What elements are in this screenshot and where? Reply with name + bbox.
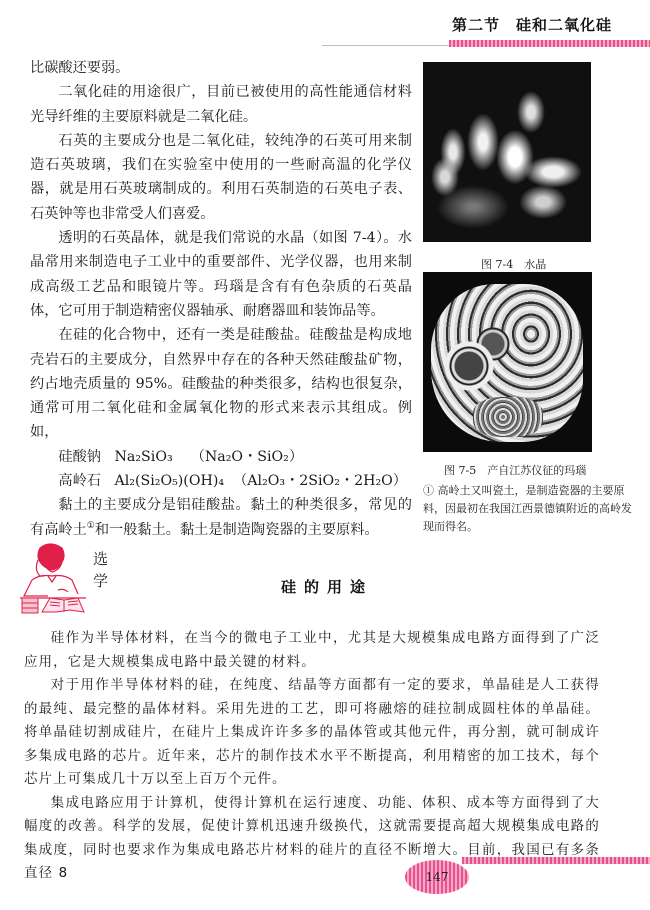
footer-decorative-band [462,857,650,864]
section-title: 硅的用途 [281,578,374,596]
compound-formula: Al₂(Si₂O₅)(OH)₄ [114,473,225,490]
paragraph: 在硅的化合物中，还有一类是硅酸盐。硅酸盐是构成地壳岩石的主要成分，自然界中存在的各种天然硅酸盐矿物，约占地壳质量的 95%。硅酸盐的种类很多，结构也很复杂，通常可用二氧化硅和金属氧化物的形式来表示其组成。例如， [30,327,412,441]
compound-oxide-form: （Na₂O・SiO₂） [190,448,304,465]
paragraph: 比碳酸还要弱。 [30,60,130,76]
paragraph: 石英的主要成分也是二氧化硅，较纯净的石英可用来制造石英玻璃，我们在实验室中使用的一些耐高温的化学仪器，就是用石英玻璃制成的。利用石英制造的石英电子表、石英钟等也非常受人们喜爱。 [30,132,412,222]
formula-row-kaolinite [30,469,412,493]
header-decorative-band [449,40,650,47]
formula-row-sodium-silicate [30,445,412,469]
footnote-marker: ① [86,520,95,531]
paragraph-clay [30,493,412,542]
agate-texture [473,397,543,437]
quartz-crystal-photo [423,62,591,242]
compound-formula: Na₂SiO₃ [114,448,173,465]
paragraph-text: 和一般黏土。黏土是制造陶瓷器的主要原料。 [94,521,379,538]
agate-photo [423,272,592,452]
optional-study-label [93,548,109,592]
figure-caption: 图 7-5 产自江苏仪征的玛瑙 [444,464,587,477]
paragraph: 对于用作半导体材料的硅，在纯度、结晶等方面都有一定的要求，单晶硅是人工获得的最纯、最完整的晶体材料。采用先进的工艺，即可将融熔的硅拉制成圆柱体的单晶硅。将单晶硅切割成硅片，在硅片上集成许许多多的晶体管或其他元件，再分割，就可制成许多集成电路的芯片。近年来，芯片的制作技术水平不断提高，利用精密的加工技术，每个芯片上可集成几十万以至上百万个元件。 [24,678,600,787]
left-column-text [30,56,412,542]
footnote-marker: ① [423,484,434,497]
compound-oxide-form: （Al₂O₃・2SiO₂・2H₂O） [233,473,407,490]
label-char: 选 [93,550,109,568]
student-reading-illustration-icon [18,540,88,616]
footnote-text: 高岭土又叫瓷土，是制造瓷器的主要原料，因最初在我国江西景德镇附近的高岭发现而得名。 [423,484,632,533]
paragraph: 集成电路应用于计算机，使得计算机在运行速度、功能、体积、成本等方面得到了大幅度的改善。科学的发展，促使计算机迅速升级换代，这就需要提高超大规模集成电路的集成度，同时也要求作为集成电路芯片材料的硅片的直径不断增大。目前，我国已有多条直径 8 [24,795,600,881]
chapter-section-title: 第二节 硅和二氧化硅 [452,16,613,34]
compound-name: 硅酸钠 [58,448,101,465]
paragraph: 二氧化硅的用途很广，目前已被使用的高性能通信材料光导纤维的主要原料就是二氧化硅。 [30,84,412,125]
label-char: 学 [93,572,109,590]
paragraph: 硅作为半导体材料，在当今的微电子工业中，尤其是大规模集成电路方面得到了广泛应用，它是大规模集成电路中最关键的材料。 [24,631,600,670]
page-number: 147 [425,870,449,884]
optional-section-text [24,627,600,886]
paragraph: 透明的石英晶体，就是我们常说的水晶（如图 7-4）。水晶常用来制造电子工业中的重要部件、光学仪器，也用来制成高级工艺品和眼镜片等。玛瑙是含有有色杂质的石英晶体，它可用于制造精密仪器轴承、耐磨器皿和装饰品等。 [30,230,412,319]
compound-name: 高岭石 [58,473,101,490]
footnote [423,482,633,536]
page-number-badge [405,860,469,894]
figure-caption: 图 7-4 水晶 [481,258,547,271]
paragraph-text: 黏土的主要成分是铝硅酸盐。黏土的种类很多，常见的有高岭土 [30,497,412,538]
